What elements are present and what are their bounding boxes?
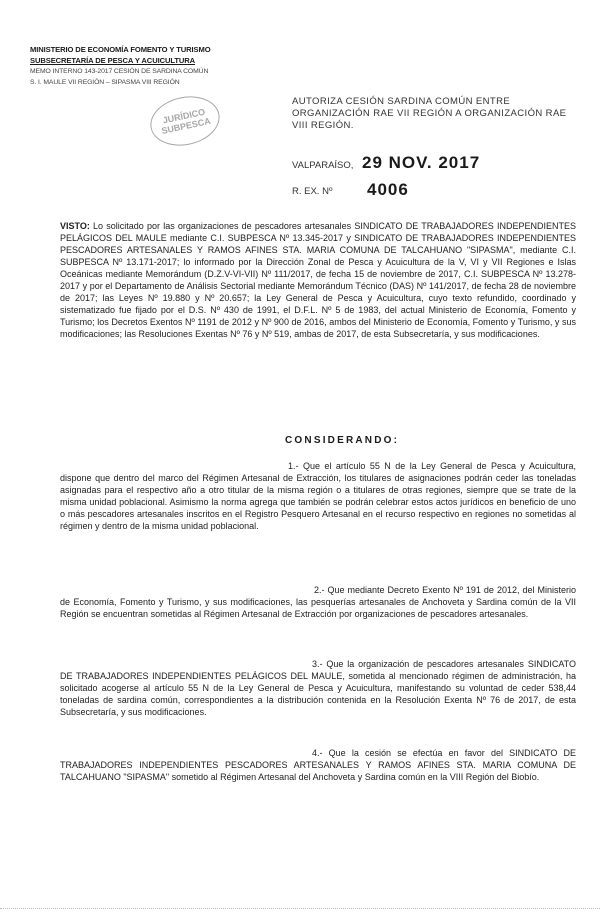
stamp-text: JURÍDICO SUBPESCA (160, 106, 212, 136)
resolution-number: 4006 (367, 180, 409, 199)
considerando-3: 3.- Que la organización de pescadores artesanales SINDICATO DE TRABAJADORES INDEPENDIENTES PELÁGICOS DEL MAULE, sometida al mencionado régimen de administración, ha solicitado acogerse al artículo 55 N de la Ley General de Pesca y Acuicultura, manifestando su voluntad de ceder 538,44 toneladas de sardina común, correspondientes a la distribución contenida en la Resolución Exenta Nº 76 de 2017, de esta Subsecretaría, y sus modificaciones. (60, 659, 576, 717)
place-label: VALPARAÍSO, (292, 160, 354, 171)
ministry-name: MINISTERIO DE ECONOMÍA FOMENTO Y TURISMO (30, 45, 211, 54)
considerando-4: 4.- Que la cesión se efectúa en favor del SINDICATO DE TRABAJADORES INDEPENDIENTES PESCADORES ARTESANALES Y RAMOS AFINES STA. MARIA COMUNA DE TALCAHUANO "SIPASMA" sometido al Régimen Artesanal del Anchoveta y Sardina común en la VIII Región del Biobío. (60, 748, 576, 782)
considerando-2: 2.- Que mediante Decreto Exento Nº 191 de 2012, del Ministerio de Economía, Fomento y Turismo, y sus modificaciones, las pesquerías artesanales de Anchoveta y Sardina común de la VII Región se encuentran sometidas al Régimen Artesanal de Extracción por organizaciones de pescadores artesanales. (60, 585, 576, 619)
visto-lead: VISTO: (60, 221, 90, 231)
considerando-1: 1.- Que el artículo 55 N de la Ley General de Pesca y Acuicultura, dispone que dentro del marco del Régimen Artesanal de Extracción, los titulares de asignaciones podrán ceder las toneladas asignadas para el respectivo año a otro titular de la misma región o a titulares de otras regiones, siempre que se trate de la misma unidad poblacional. Asimismo la norma agrega que también se podrán celebrar estos actos jurídicos en beneficio de uno o más pescadores artesanales inscritos en el Registro Pesquero Artesanal en el recurso respectivo en regiones no sometidas al régimen y dentro de la misma unidad poblacional. (60, 461, 576, 531)
considerando-heading: CONSIDERANDO: (285, 435, 400, 446)
visto-paragraph (60, 220, 576, 340)
visto-text: Lo solicitado por las organizaciones de pescadores artesanales SINDICATO DE TRABAJADORES INDEPENDIENTES PELÁGICOS DEL MAULE mediante C.I. SUBPESCA Nº 13.345-2017 y SINDICATO DE TRABAJADORES INDEPENDIENTES PESCADORES ARTESANALES Y RAMOS AFINES STA. MARIA COMUNA DE TALCAHUANO "SIPASMA", mediante C.I. SUBPESCA Nº 13.171-2017; lo informado por la Dirección Zonal de Pesca y Acuicultura de la V, VI y VII Regiones e Islas Oceánicas mediante Memorándum (D.Z.V-VI-VII) Nº 111/2017, de fecha 15 de noviembre de 2017, C.I. SUBPESCA Nº 13.278-2017 y por el Departamento de Análisis Sectorial mediante Memorándum Técnico (DAS) Nº 141/2017, de fecha 28 de noviembre de 2017; las Leyes Nº 19.880 y Nº 20.657; la Ley General de Pesca y Acuicultura, cuyo texto refundido, coordinado y sistematizado fue fijado por el D.S. Nº 430 de 1991, el D.F.L. Nº 5 de 1983, del actual Ministerio de Economía, Fomento y Turismo; los Decretos Exentos Nº 1191 de 2012 y Nº 900 de 2016, ambos del Ministerio de Economía, Fomento y Turismo, y sus modificaciones; las Resoluciones Exentas Nº 76 y Nº 519, ambas de 2017, de esta Subsecretaría, y sus modificaciones. (60, 221, 576, 339)
subsecretariat-name: SUBSECRETARÍA DE PESCA Y ACUICULTURA (30, 56, 196, 65)
document-date: 29 NOV. 2017 (362, 153, 481, 172)
resolution-number-label: R. EX. Nº (292, 186, 333, 197)
ministry-header (30, 44, 250, 88)
memo-reference: MEMO INTERNO 143-2017 CESIÓN DE SARDINA COMÚN (30, 68, 209, 75)
page-footer-rule (0, 908, 600, 919)
document-subject: AUTORIZA CESIÓN SARDINA COMÚN ENTRE ORGANIZACIÓN RAE VII REGIÓN A ORGANIZACIÓN RAE VIII REGIÓN. (292, 96, 567, 131)
legal-stamp (146, 90, 224, 152)
memo-reference-2: S. I. MAULE VII REGIÓN – SIPASMA VIII REGIÓN (30, 79, 180, 86)
